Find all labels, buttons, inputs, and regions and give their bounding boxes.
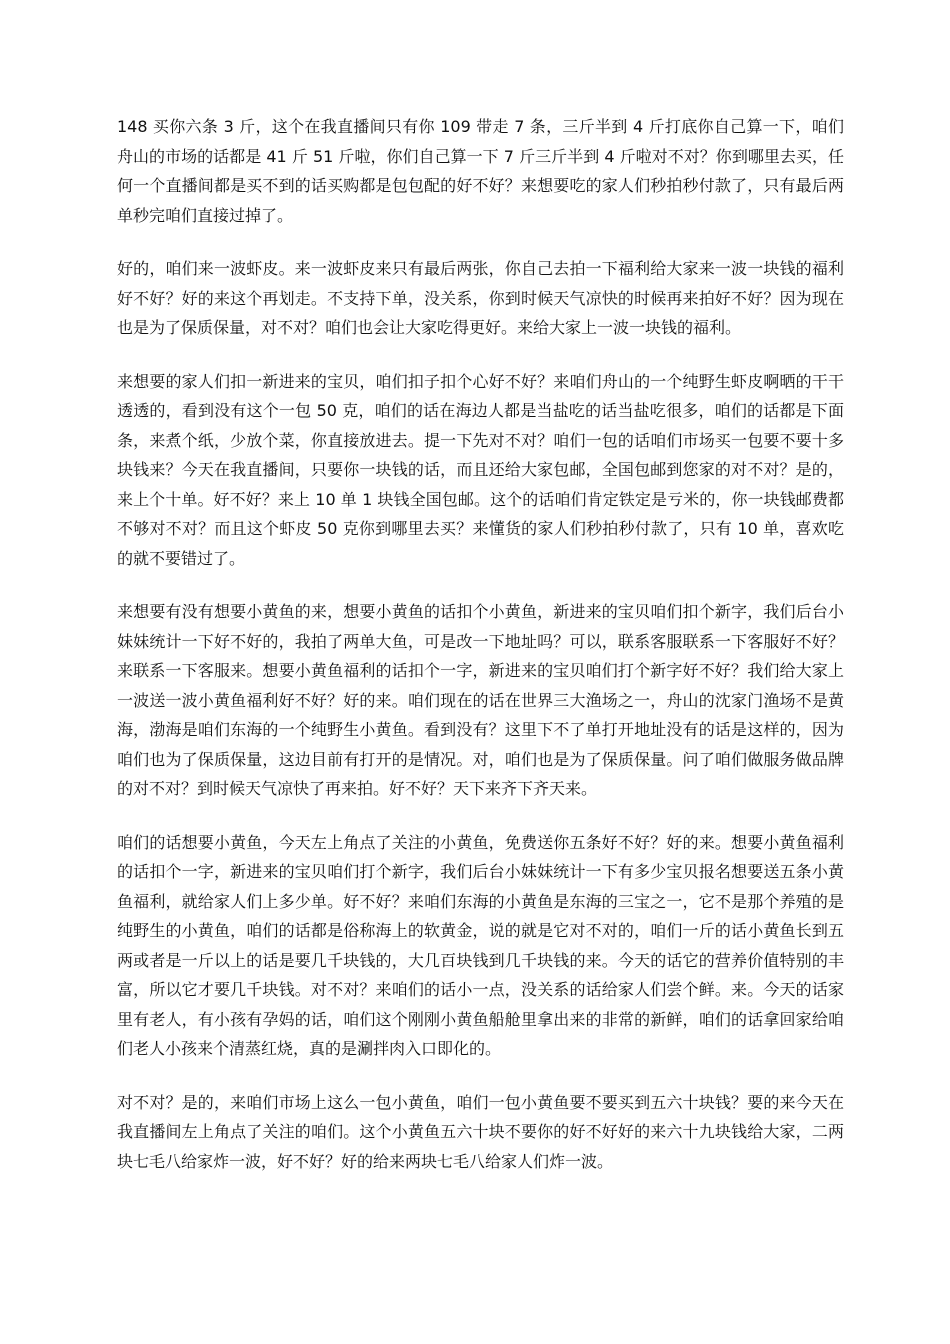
paragraph-4: 来想要有没有想要小黄鱼的来，想要小黄鱼的话扣个小黄鱼，新进来的宝贝咱们扣个新字，我们后台小妹妹统计一下好不好的，我拍了两单大鱼，可是改一下地址吗？可以，联系客服联系一下客服好不好？来联系一下客服来。想要小黄鱼福利的话扣个一字，新进来的宝贝咱们打个新字好不好？我们给大家上一波送一波小黄鱼福利好不好？好的来。咱们现在的话在世界三大渔场之一，舟山的沈家门渔场不是黄海，渤海是咱们东海的一个纯野生小黄鱼。看到没有？这里下不了单打开地址没有的话是这样的，因为咱们也为了保质保量，这边目前有打开的是情况。对，咱们也是为了保质保量。问了咱们做服务做品牌的对不对？到时候天气凉快了再来拍。好不好？天下来齐下齐天来。 (117, 602, 844, 798)
paragraph-3: 来想要的家人们扣一新进来的宝贝，咱们扣子扣个心好不好？来咱们舟山的一个纯野生虾皮啊晒的干干透透的，看到没有这个一包 50 克，咱们的话在海边人都是当盐吃的话当盐吃很多，咱们的话都是下面条，来煮个纸，少放个菜，你直接放进去。提一下先对不对？咱们一包的话咱们市场买一包要不要十多块钱来？今天在我直播间，只要你一块钱的话，而且还给大家包邮，全国包邮到您家的对不对？是的，来上个十单。好不好？来上 10 单 1 块钱全国包邮。这个的话咱们肯定铁定是亏米的，你一块钱邮费都不够对不对？而且这个虾皮 50 克你到哪里去买？来懂货的家人们秒拍秒付款了，只有 10 单，喜欢吃的就不要错过了。 (117, 371, 844, 568)
paragraph-2: 好的，咱们来一波虾皮。来一波虾皮来只有最后两张，你自己去拍一下福利给大家来一波一块钱的福利好不好？好的来这个再划走。不支持下单，没关系，你到时候天气凉快的时候再来拍好不好？因为现在也是为了保质保量，对不对？咱们也会让大家吃得更好。来给大家上一波一块钱的福利。 (117, 259, 844, 337)
paragraph-5: 咱们的话想要小黄鱼，今天左上角点了关注的小黄鱼，免费送你五条好不好？好的来。想要小黄鱼福利的话扣个一字，新进来的宝贝咱们打个新字，我们后台小妹妹统计一下有多少宝贝报名想要送五条小黄鱼福利，就给家人们上多少单。好不好？来咱们东海的小黄鱼是东海的三宝之一，它不是那个养殖的是纯野生的小黄鱼，咱们的话都是俗称海上的软黄金，说的就是它对不对的，咱们一斤的话小黄鱼长到五两或者是一斤以上的话是要几千块钱的，大几百块钱到几千块钱的来。今天的话它的营养价值特别的丰富，所以它才要几千块钱。对不对？来咱们的话小一点，没关系的话给家人们尝个鲜。来。今天的话家里有老人，有小孩有孕妈的话，咱们这个刚刚小黄鱼船舱里拿出来的非常的新鲜，咱们的话拿回家给咱们老人小孩来个清蒸红烧，真的是涮拌肉入口即化的。 (117, 832, 844, 1058)
paragraph-1: 148 买你六条 3 斤，这个在我直播间只有你 109 带走 7 条，三斤半到 4 斤打底你自己算一下，咱们舟山的市场的话都是 41 斤 51 斤啦，你们自己算一下 7 斤三斤半到 4 斤啦对不对？你到哪里去买，任何一个直播间都是买不到的话买购都是包包配的好不好？来想要吃的家人们秒拍秒付款了，只有最后两单秒完咱们直接过掉了。 (117, 117, 844, 225)
document-body (117, 112, 844, 1200)
paragraph-6: 对不对？是的，来咱们市场上这么一包小黄鱼，咱们一包小黄鱼要不要买到五六十块钱？要的来今天在我直播间左上角点了关注的咱们。这个小黄鱼五六十块不要你的好不好好的来六十九块钱给大家，二两块七毛八给家炸一波，好不好？好的给来两块七毛八给家人们炸一波。 (117, 1092, 844, 1171)
